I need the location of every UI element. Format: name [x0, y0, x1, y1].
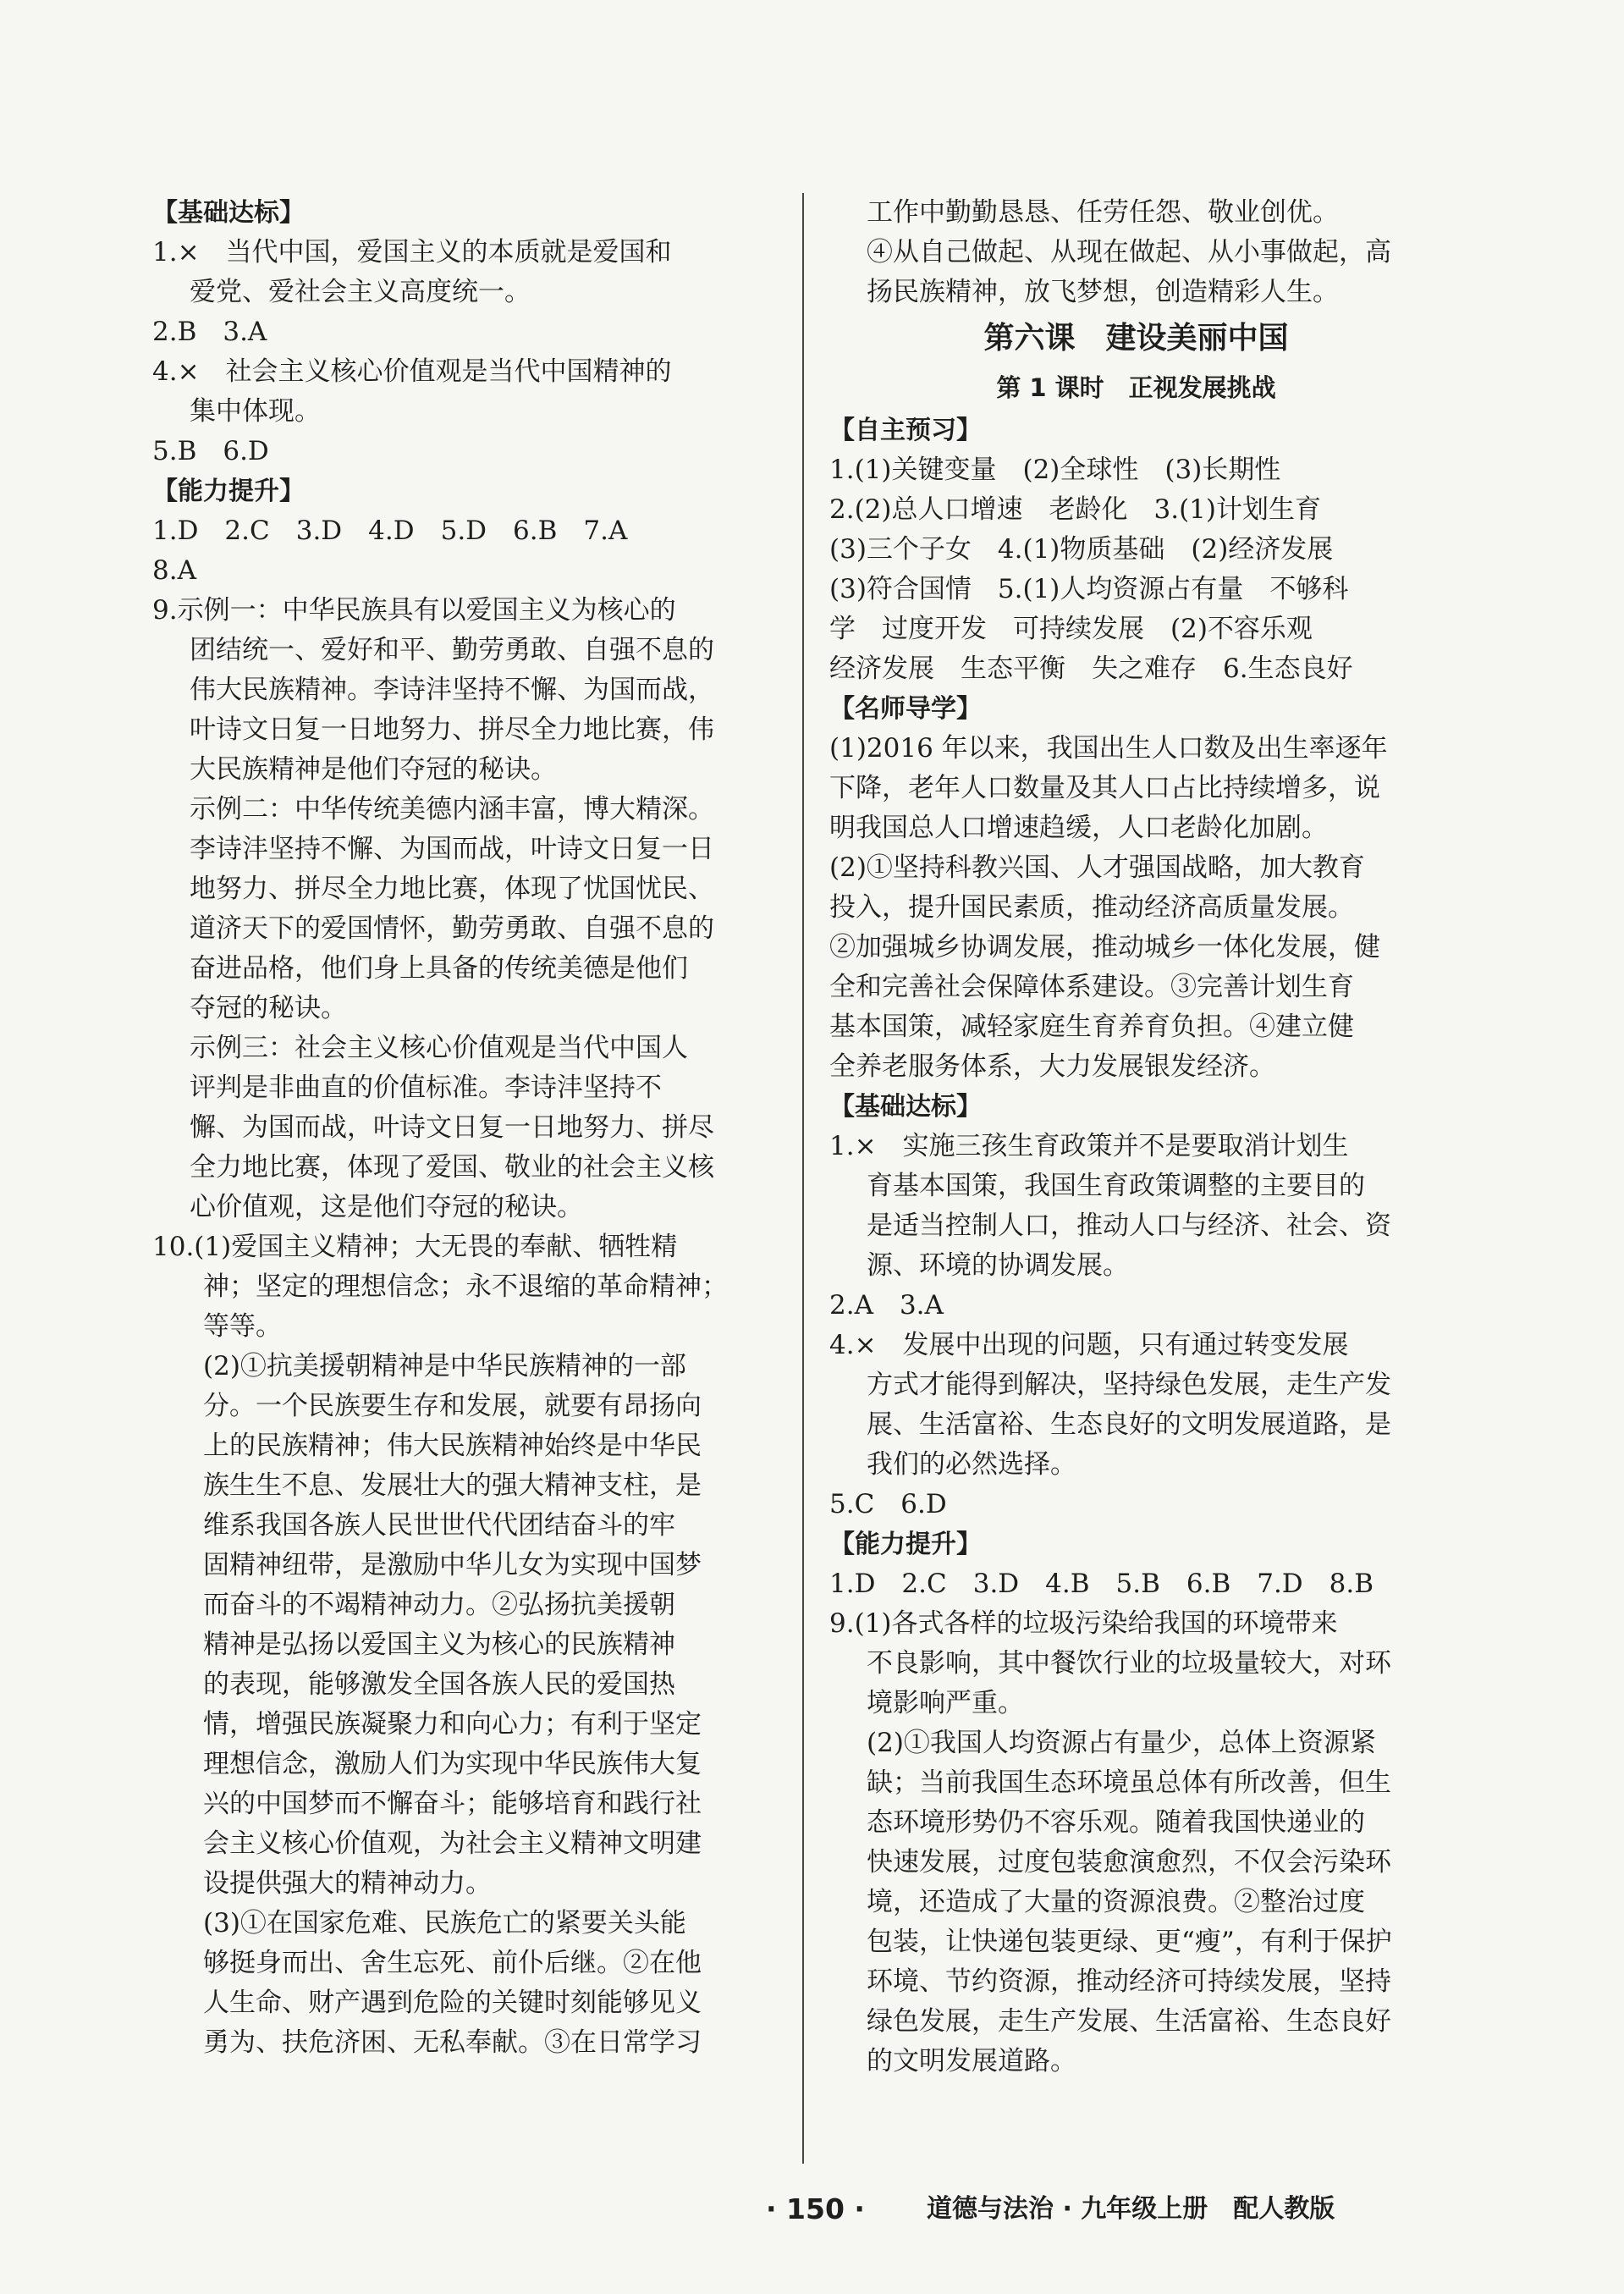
- answer-line: 环境、节约资源，推动经济可持续发展，坚持: [867, 1966, 1391, 1997]
- answer-line: 10.(1)爱国主义精神；大无畏的奉献、牺牲精: [152, 1232, 678, 1262]
- answer-line: 1.× 实施三孩生育政策并不是要取消计划生: [829, 1131, 1349, 1161]
- answer-line: 下降，老年人口数量及其人口占比持续增多，说: [829, 773, 1380, 803]
- answer-line: 2.B 3.A: [152, 317, 267, 347]
- answer-line: 投入，提升国民素质，推动经济高质量发展。: [829, 892, 1354, 923]
- answer-line: 2.(2)总人口增速 老龄化 3.(1)计划生育: [829, 494, 1321, 525]
- answer-line: 叶诗文日复一日地努力、拼尽全力地比赛，伟: [190, 714, 714, 745]
- section-heading: 【能力提升】: [829, 1530, 982, 1559]
- answer-line: 理想信念，激励人们为实现中华民族伟大复: [203, 1749, 702, 1779]
- section-heading: 【名师导学】: [829, 694, 982, 724]
- answer-line: 明我国总人口增速趋缓，人口老龄化加剧。: [829, 813, 1328, 843]
- answer-line: 固精神纽带，是激励中华儿女为实现中国梦: [203, 1550, 702, 1580]
- answer-line: 精神是弘扬以爱国主义为核心的民族精神: [203, 1630, 675, 1660]
- answer-line: 全养老服务体系，大力发展银发经济。: [829, 1051, 1275, 1082]
- answer-line: 伟大民族精神。李诗沣坚持不懈、为国而战，: [190, 675, 714, 705]
- section-heading: 【自主预习】: [829, 416, 982, 445]
- answer-line: 缺；当前我国生态环境虽总体有所改善，但生: [867, 1767, 1391, 1798]
- lesson-title: 第六课 建设美丽中国: [983, 321, 1289, 356]
- answer-line: 态环境形势仍不容乐观。随着我国快递业的: [867, 1807, 1365, 1838]
- book-title: 道德与法治 · 九年级上册 配人教版: [927, 2194, 1335, 2224]
- answer-line: (1)2016 年以来，我国出生人口数及出生率逐年: [829, 733, 1388, 764]
- answer-line: 1.D 2.C 3.D 4.B 5.B 6.B 7.D 8.B: [829, 1569, 1374, 1599]
- answer-line: 快速发展，过度包装愈演愈烈，不仅会污染环: [867, 1847, 1391, 1878]
- page-footer: [0, 2184, 1624, 2235]
- answer-line: 的文明发展道路。: [867, 2046, 1076, 2076]
- answer-line: 李诗沣坚持不懈、为国而战，叶诗文日复一日: [190, 834, 714, 864]
- answer-line: 分。一个民族要生存和发展，就要有昂扬向: [203, 1391, 702, 1421]
- answer-line: 地努力、拼尽全力地比赛，体现了忧国忧民、: [190, 874, 714, 904]
- answer-line: ②加强城乡协调发展，推动城乡一体化发展，健: [829, 932, 1380, 962]
- answer-line: 设提供强大的精神动力。: [203, 1868, 492, 1899]
- answer-line: 够挺身而出、舍生忘死、前仆后继。②在他: [203, 1948, 702, 1978]
- answer-line: 维系我国各族人民世世代代团结奋斗的牢: [203, 1510, 675, 1541]
- answer-line: 全和完善社会保障体系建设。③完善计划生育: [829, 972, 1354, 1002]
- answer-line: 展、生活富裕、生态良好的文明发展道路，是: [867, 1409, 1391, 1440]
- answer-line: 示例三：社会主义核心价值观是当代中国人: [190, 1033, 688, 1063]
- answer-line: 会主义核心价值观，为社会主义精神文明建: [203, 1828, 702, 1859]
- answer-line: 9.(1)各式各样的垃圾污染给我国的环境带来: [829, 1608, 1338, 1639]
- answer-line: 不良影响，其中餐饮行业的垃圾量较大，对环: [867, 1648, 1391, 1679]
- answer-line: 道济天下的爱国情怀，勤劳勇敢、自强不息的: [190, 913, 714, 944]
- answer-line: 上的民族精神；伟大民族精神始终是中华民: [203, 1431, 702, 1461]
- answer-line: 而奋斗的不竭精神动力。②弘扬抗美援朝: [203, 1590, 675, 1620]
- answer-line: 是适当控制人口，推动人口与经济、社会、资: [867, 1210, 1391, 1241]
- answer-line: (3)符合国情 5.(1)人均资源占有量 不够科: [829, 574, 1349, 604]
- answer-line: 经济发展 生态平衡 失之难存 6.生态良好: [829, 653, 1353, 684]
- answer-line: 境影响严重。: [867, 1688, 1024, 1718]
- answer-line: (2)①抗美援朝精神是中华民族精神的一部: [203, 1351, 686, 1381]
- left-column: [152, 193, 770, 2063]
- answer-line: 1.× 当代中国，爱国主义的本质就是爱国和: [152, 237, 672, 267]
- answer-line: 基本国策，减轻家庭生育养育负担。④建立健: [829, 1012, 1354, 1042]
- answer-line: 5.B 6.D: [152, 436, 269, 466]
- answer-line: 8.A: [152, 555, 196, 586]
- answer-line: 爱党、爱社会主义高度统一。: [190, 277, 531, 307]
- answer-line: 学 过度开发 可持续发展 (2)不容乐观: [829, 614, 1313, 644]
- section-heading: 【能力提升】: [152, 477, 305, 506]
- answer-line: 育基本国策，我国生育政策调整的主要目的: [867, 1171, 1365, 1201]
- answer-line: 我们的必然选择。: [867, 1449, 1076, 1480]
- answer-line: 团结统一、爱好和平、勤劳勇敢、自强不息的: [190, 635, 714, 665]
- answer-line: 示例二：中华传统美德内涵丰富，博大精深。: [190, 794, 714, 824]
- right-column: [829, 193, 1443, 2082]
- answer-line: 夺冠的秘诀。: [190, 993, 347, 1023]
- answer-line: 方式才能得到解决，坚持绿色发展，走生产发: [867, 1370, 1391, 1400]
- column-divider: [802, 193, 804, 2164]
- answer-line: 源、环境的协调发展。: [867, 1250, 1129, 1281]
- answer-line: 懈、为国而战，叶诗文日复一日地努力、拼尽: [190, 1112, 714, 1143]
- answer-line: (3)三个子女 4.(1)物质基础 (2)经济发展: [829, 534, 1334, 565]
- answer-line: (2)①我国人均资源占有量少，总体上资源紧: [867, 1728, 1376, 1758]
- answer-line: 等等。: [203, 1311, 282, 1342]
- section-heading: 【基础达标】: [152, 198, 305, 228]
- answer-line: 的表现，能够激发全国各族人民的爱国热: [203, 1669, 675, 1700]
- answer-line: 大民族精神是他们夺冠的秘诀。: [190, 754, 557, 785]
- answer-line: 全力地比赛，体现了爱国、敬业的社会主义核: [190, 1152, 714, 1183]
- answer-line: 4.× 发展中出现的问题，只有通过转变发展: [829, 1330, 1349, 1360]
- answer-line: 集中体现。: [190, 396, 321, 427]
- answer-line: 1.D 2.C 3.D 4.D 5.D 6.B 7.A: [152, 516, 628, 546]
- answer-line: 5.C 6.D: [829, 1489, 947, 1519]
- lesson-subtitle: 第 1 课时 正视发展挑战: [996, 373, 1276, 402]
- answer-line: 心价值观，这是他们夺冠的秘诀。: [190, 1192, 583, 1222]
- answer-line: ④从自己做起、从现在做起、从小事做起，高: [867, 237, 1391, 267]
- answer-line: 境，还造成了大量的资源浪费。②整治过度: [867, 1887, 1365, 1917]
- answer-line: (3)①在国家危难、民族危亡的紧要关头能: [203, 1908, 686, 1938]
- answer-line: 扬民族精神，放飞梦想，创造精彩人生。: [867, 277, 1339, 307]
- answer-line: (2)①坚持科教兴国、人才强国战略，加大教育: [829, 852, 1365, 883]
- answer-line: 4.× 社会主义核心价值观是当代中国精神的: [152, 356, 672, 387]
- answer-line: 评判是非曲直的价值标准。李诗沣坚持不: [190, 1073, 662, 1103]
- section-heading: 【基础达标】: [829, 1092, 982, 1122]
- answer-line: 神；坚定的理想信念；永不退缩的革命精神；: [203, 1271, 728, 1302]
- page-number: · 150 ·: [766, 2192, 865, 2225]
- answer-line: 包装，让快递包装更绿、更“瘦”，有利于保护: [867, 1927, 1392, 1957]
- answer-line: 9.示例一：中华民族具有以爱国主义为核心的: [152, 595, 676, 626]
- answer-line: 兴的中国梦而不懈奋斗；能够培育和践行社: [203, 1789, 702, 1819]
- answer-line: 1.(1)关键变量 (2)全球性 (3)长期性: [829, 455, 1281, 485]
- answer-line: 奋进品格，他们身上具备的传统美德是他们: [190, 953, 688, 984]
- answer-line: 工作中勤勤恳恳、任劳任怨、敬业创优。: [867, 197, 1339, 228]
- answer-line: 族生生不息、发展壮大的强大精神支柱，是: [203, 1470, 702, 1501]
- answer-line: 2.A 3.A: [829, 1290, 944, 1321]
- answer-line: 人生命、财产遇到危险的关键时刻能够见义: [203, 1988, 702, 2018]
- answer-line: 绿色发展，走生产发展、生活富裕、生态良好: [867, 2006, 1391, 2037]
- answer-line: 勇为、扶危济困、无私奉献。③在日常学习: [203, 2027, 702, 2058]
- answer-line: 情，增强民族凝聚力和向心力；有利于坚定: [203, 1709, 702, 1740]
